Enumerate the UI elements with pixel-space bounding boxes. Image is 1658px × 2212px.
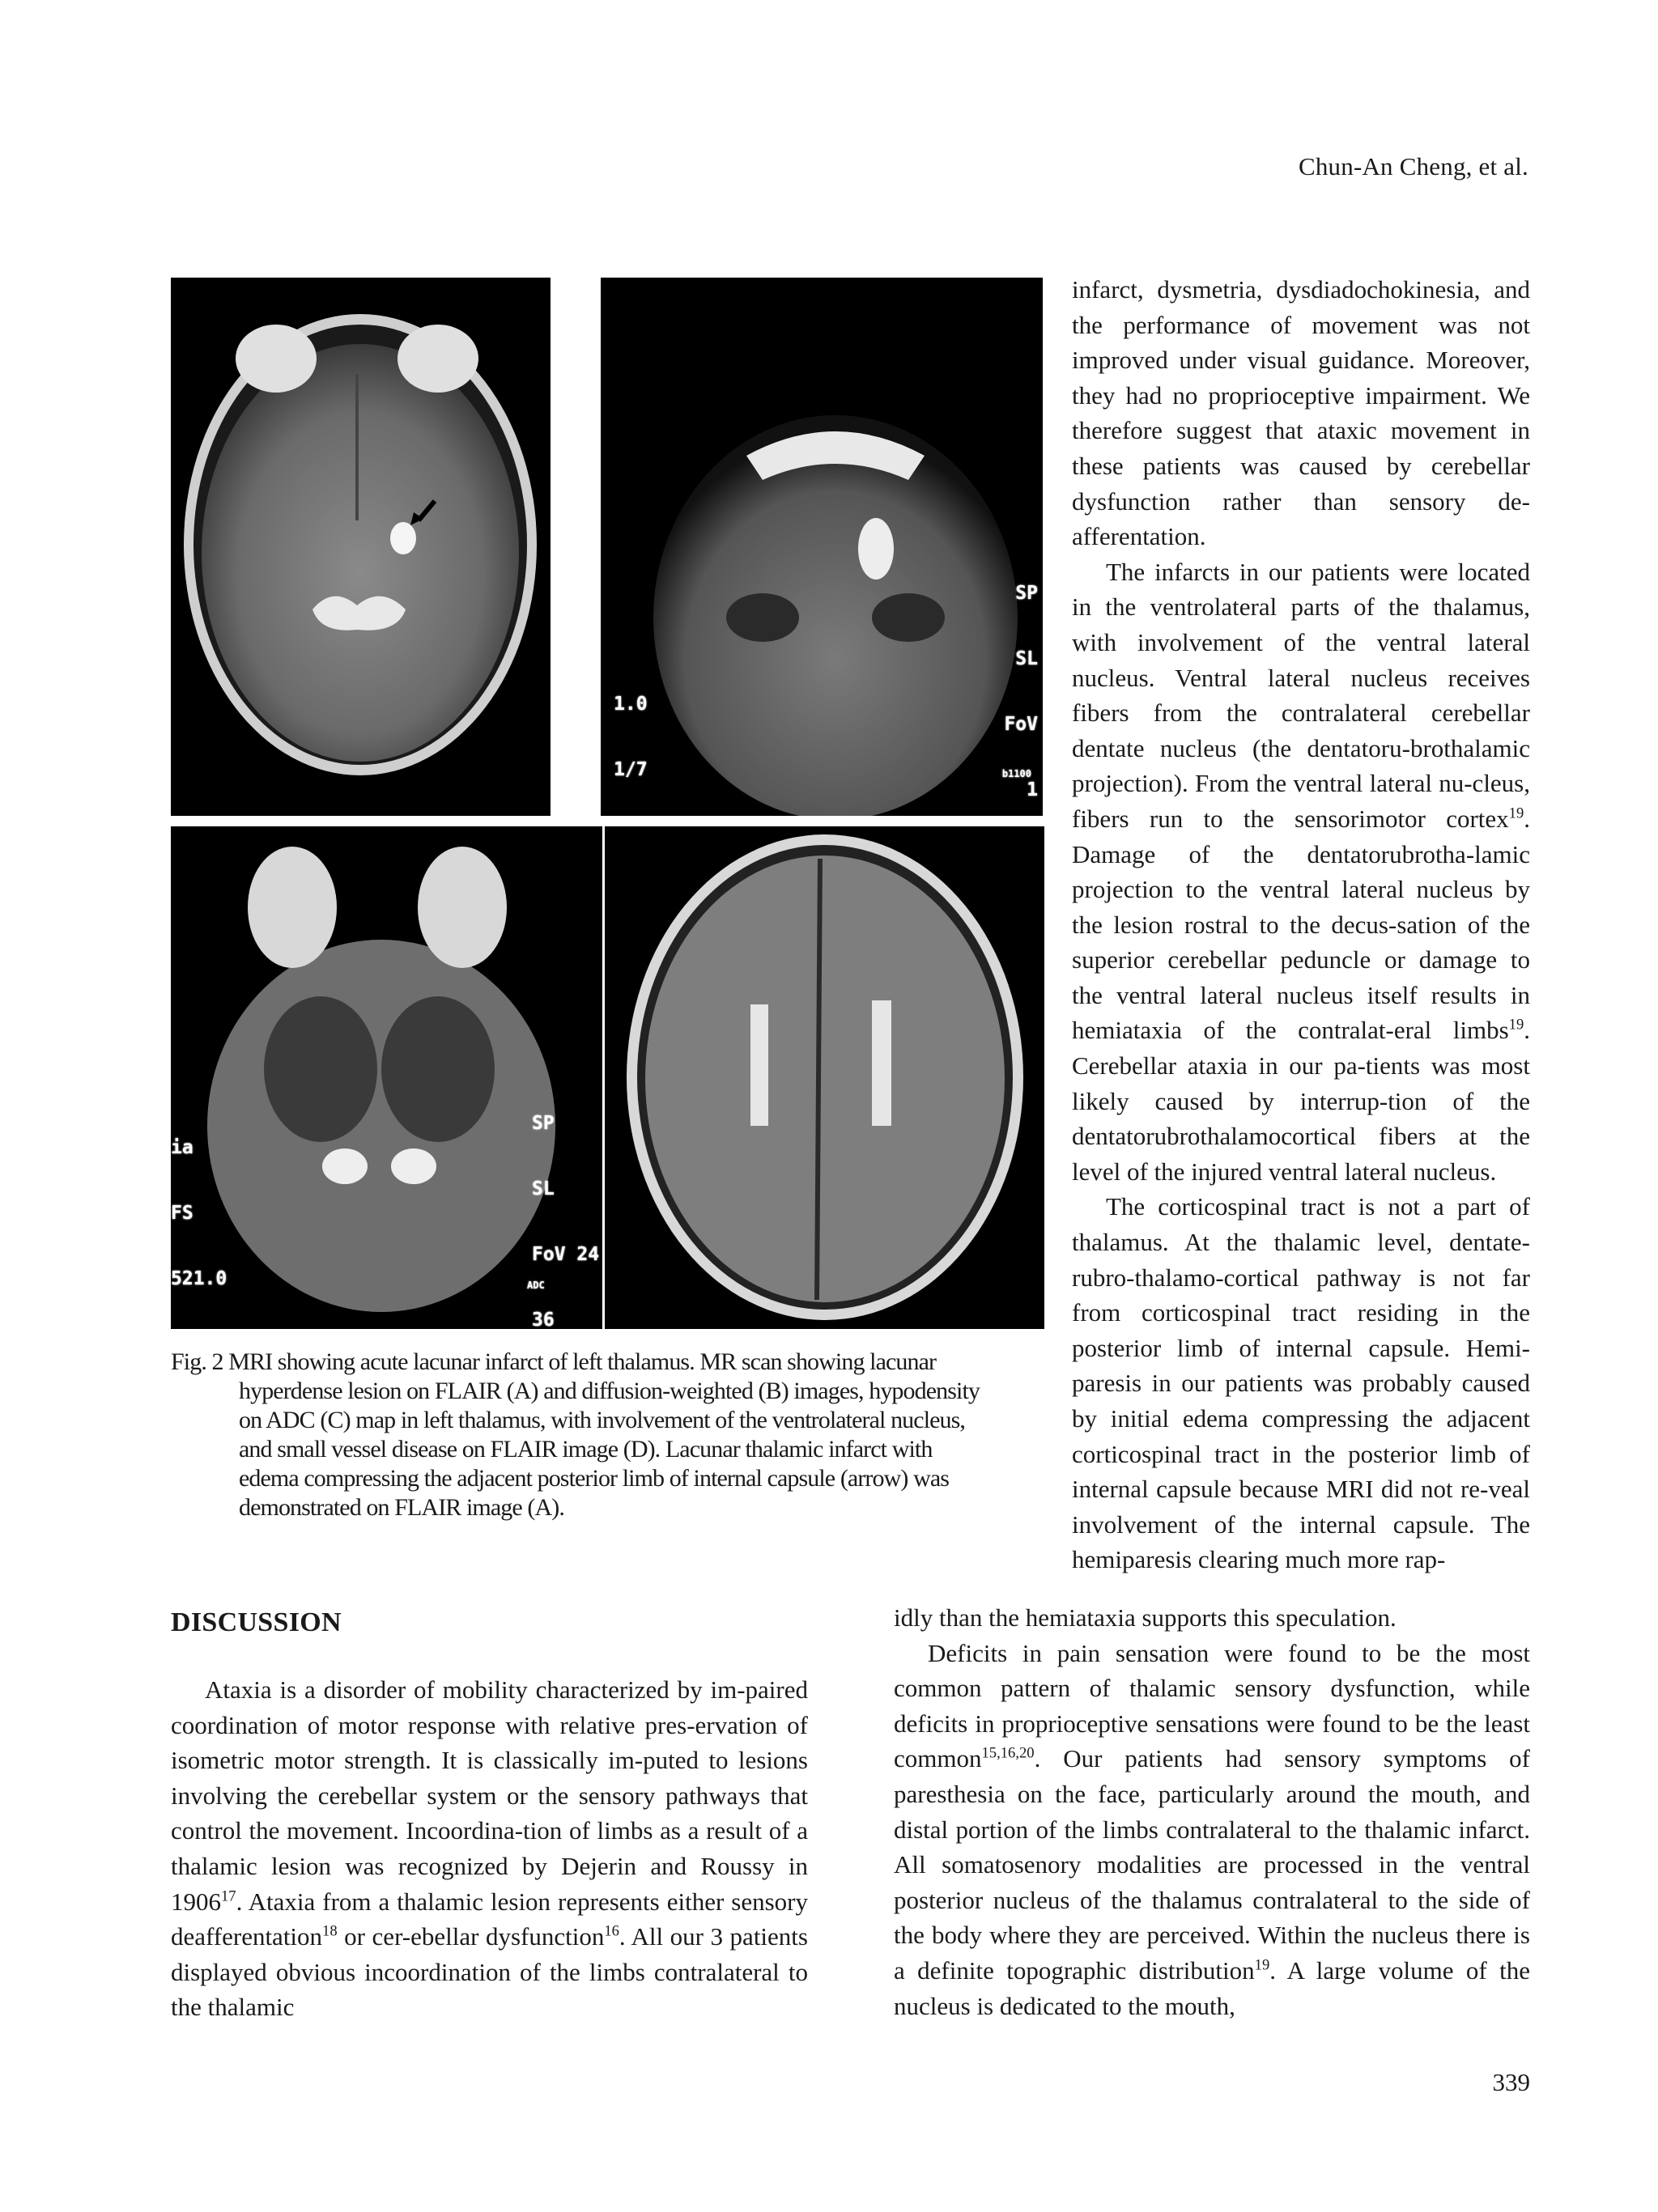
mri-panel-d: [605, 826, 1044, 1329]
paragraph: The infarcts in our patients were located in the ventrolateral parts of the thalamus, with involvement of the ventral lateral nucleus. Ventral lateral nucleus receives fibers from the contralateral cerebellar dentate nucleus (the dentatoru-brothalamic projection). From the ventral lateral nu-cleus, fibers run to the sensorimotor cortex$^{19}$. Damage of the dentatorubrotha-lamic projection to the ventral lateral nucleus by the lesion rostral to the decus-sation of the superior cerebellar peduncle or damage to the ventral lateral nucleus itself results in hemiataxia of the contralat-eral limbs$^{19}$. Cerebellar ataxia in our pa-tients was most likely caused by interrup-tion of the dentatorubrothalamocortical fibers at the level of the injured ventral lateral nucleus.: [1072, 557, 1530, 1186]
panel-c-overlay-right: SP SL FoV 24 36: [532, 1113, 600, 1329]
figure-caption-line: MRI showing acute lacunar infarct of left thalamus. MR scan showing lacunar: [228, 1348, 937, 1375]
left-column-text: [171, 1672, 808, 2025]
mri-panel-b: [601, 278, 1043, 816]
paragraph: The corticospinal tract is not a part of thalamus. At the thalamic level, dentate-rubro-thalamo-cortical pathway is not far from corticospinal tract residing in the posterior limb of internal capsule. Hemi-paresis in our patients was probably caused by initial edema compressing the adjacent corticospinal tract in the posterior limb of internal capsule because MRI did not re-veal involvement of the internal capsule. The hemiparesis clearing much more rap-: [1072, 1192, 1530, 1574]
section-heading-discussion: DISCUSSION: [171, 1607, 342, 1637]
panel-b-corner-tag: b1100: [1001, 768, 1031, 779]
figure-caption-label: Fig. 2: [171, 1348, 229, 1375]
right-column-text: [1072, 272, 1530, 1577]
paragraph: Deficits in pain sensation were found to be the most common pattern of thalamic sensory dysfunction, while deficits in proprioceptive sensations were found to be the least common$^{15,16,20}$. Our patients had sensory symptoms of paresthesia on the face, particularly around the mouth, and distal portion of the limbs contralateral to the thalamic infarct. All somatosenory modalities are processed in the ventral posterior nucleus of the thalamus contralateral to the side of the body where they are perceived. Within the nucleus there is a definite topographic distribution$^{19}$. A large volume of the nucleus is dedicated to the mouth,: [894, 1638, 1530, 2020]
mri-image-d: [605, 826, 1044, 1329]
panel-b-overlay-left: 1.0 1/7: [614, 694, 648, 780]
page-number: 339: [1492, 2068, 1530, 2096]
mri-panel-a: [171, 278, 551, 816]
figure-caption-line: demonstrated on FLAIR image (A).: [239, 1494, 564, 1521]
panel-c-corner-tag: ADC: [527, 1280, 545, 1291]
paragraph: Ataxia is a disorder of mobility characterized by im-paired coordination of motor response with relative pres-ervation of isometric motor strength. It is classically im-puted to lesions involving the cerebellar system or the sensory pathways that control the movement. Incoordina-tion of limbs as a result of a thalamic lesion was recognized by Dejerin and Roussy in 1906$^{17}$. Ataxia from a thalamic lesion represents either sensory deafferentation$^{18}$ or cer-ebellar dysfunction$^{16}$. All our 3 patients displayed obvious incoordination of the limbs contralateral to the thalamic: [171, 1675, 808, 2022]
panel-c-overlay-left: ia FS 521.0: [171, 1137, 227, 1289]
figure-caption: [171, 1348, 1048, 1522]
bottom-right-column-text: [894, 1600, 1530, 2023]
paragraph-continuation: idly than the hemiataxia supports this speculation.: [894, 1603, 1397, 1632]
paragraph: infarct, dysmetria, dysdiadochokinesia, and the performance of movement was not improved under visual guidance. Moreover, they had no proprioceptive impairment. We therefore suggest that ataxic movement in these patients was caused by cerebellar dysfunction rather than sensory de-afferentation.: [1072, 275, 1530, 551]
figure-caption-line: and small vessel disease on FLAIR image (D). Lacunar thalamic infarct with: [239, 1436, 933, 1463]
panel-b-overlay-right: SP SL FoV 1: [1004, 583, 1038, 800]
mri-panel-c: [171, 826, 602, 1329]
figure-caption-line: hyperdense lesion on FLAIR (A) and diffusion-weighted (B) images, hypodensity: [239, 1378, 980, 1404]
figure-caption-line: edema compressing the adjacent posterior limb of internal capsule (arrow) was: [239, 1465, 950, 1492]
running-header-author: Chun-An Cheng, et al.: [1298, 152, 1528, 180]
mri-image-a: [171, 278, 551, 816]
figure-caption-line: on ADC (C) map in left thalamus, with involvement of the ventrolateral nucleus,: [239, 1407, 966, 1433]
